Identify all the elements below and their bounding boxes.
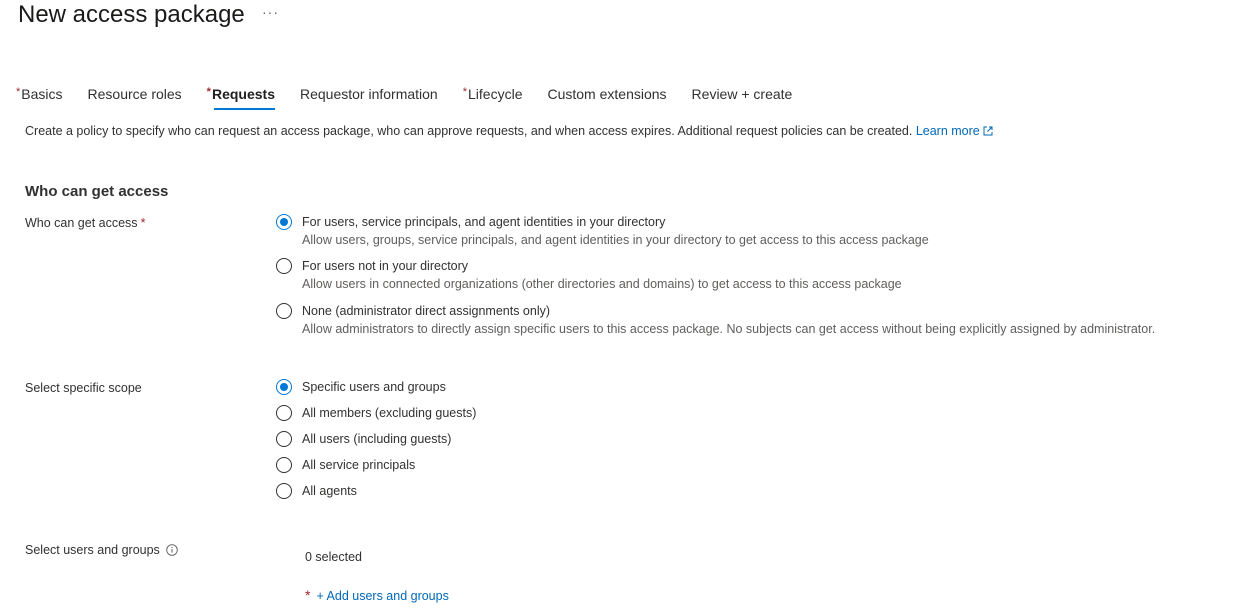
tab-label: Resource roles [87, 86, 182, 102]
required-marker: * [305, 587, 311, 603]
learn-more-link[interactable] [916, 124, 993, 138]
tab-bar [16, 84, 817, 112]
tab-resource-roles[interactable] [88, 84, 182, 110]
tab-label: Basics [21, 86, 63, 102]
info-icon[interactable] [166, 544, 178, 556]
add-users-groups-row [305, 587, 449, 603]
radio-label: All users (including guests) [302, 432, 452, 446]
radio-description: Allow users in connected organizations (other directories and domains) to get access to this access package [302, 277, 902, 291]
radio-description: Allow users, groups, service principals, and agent identities in your directory to get access to this access package [302, 233, 929, 247]
radio-button[interactable] [276, 303, 292, 319]
select-users-groups-label [25, 543, 178, 557]
external-link-icon [983, 126, 993, 136]
tab-requestor-information[interactable] [300, 84, 438, 110]
required-marker: * [462, 86, 468, 98]
field-label-text: Who can get access [25, 216, 138, 230]
radio-option-none-admin-only[interactable] [276, 302, 1155, 338]
add-users-groups-link[interactable]: + Add users and groups [316, 589, 449, 603]
radio-option-all-users[interactable] [276, 430, 451, 448]
tab-label: Lifecycle [468, 86, 523, 102]
tab-review-create[interactable] [692, 84, 793, 110]
radio-option-users-not-in-directory[interactable] [276, 257, 902, 293]
page-description [25, 124, 993, 138]
tab-custom-extensions[interactable] [547, 84, 666, 110]
radio-option-users-in-directory[interactable] [276, 213, 929, 249]
radio-button[interactable] [276, 214, 292, 230]
tab-label: Requests [211, 86, 275, 102]
tab-label: Requestor information [299, 86, 438, 102]
who-can-get-access-label [25, 216, 145, 230]
required-marker: * [206, 86, 211, 98]
radio-button[interactable] [276, 405, 292, 421]
section-heading-who-can-get-access: Who can get access [25, 183, 169, 200]
radio-label: All agents [302, 484, 357, 498]
selected-count: 0 selected [305, 550, 362, 564]
radio-button[interactable] [276, 457, 292, 473]
radio-option-all-agents[interactable] [276, 482, 357, 500]
select-specific-scope-label: Select specific scope [25, 381, 142, 395]
radio-label: All service principals [302, 458, 416, 472]
radio-option-all-service-principals[interactable] [276, 456, 415, 474]
radio-label: For users, service principals, and agent identities in your directory [302, 215, 666, 229]
radio-label: All members (excluding guests) [302, 406, 477, 420]
radio-option-all-members[interactable] [276, 404, 476, 422]
tab-label: Custom extensions [547, 86, 667, 102]
radio-button[interactable] [276, 483, 292, 499]
tab-requests[interactable] [207, 84, 275, 110]
radio-label: None (administrator direct assignments only) [302, 304, 551, 318]
page-title: New access package [18, 1, 245, 28]
description-text: Create a policy to specify who can request an access package, who can approve requests, and when access expires. Additional request policies can be created. [25, 124, 913, 138]
radio-label: Specific users and groups [302, 380, 446, 394]
tab-label: Review + create [691, 86, 793, 102]
learn-more-label: Learn more [915, 124, 980, 138]
more-options-button[interactable]: ··· [262, 4, 279, 20]
radio-button[interactable] [276, 258, 292, 274]
radio-description: Allow administrators to directly assign specific users to this access package. No subjects can get access without being explicitly assigned by administrator. [302, 322, 1156, 336]
required-marker: * [140, 216, 146, 230]
field-label-text: Select users and groups [25, 543, 160, 557]
radio-button[interactable] [276, 431, 292, 447]
radio-option-specific-users-groups[interactable] [276, 378, 446, 396]
tab-basics[interactable] [16, 84, 63, 110]
radio-button[interactable] [276, 379, 292, 395]
required-marker: * [16, 86, 21, 98]
radio-label: For users not in your directory [302, 259, 469, 273]
tab-lifecycle[interactable] [463, 84, 523, 110]
